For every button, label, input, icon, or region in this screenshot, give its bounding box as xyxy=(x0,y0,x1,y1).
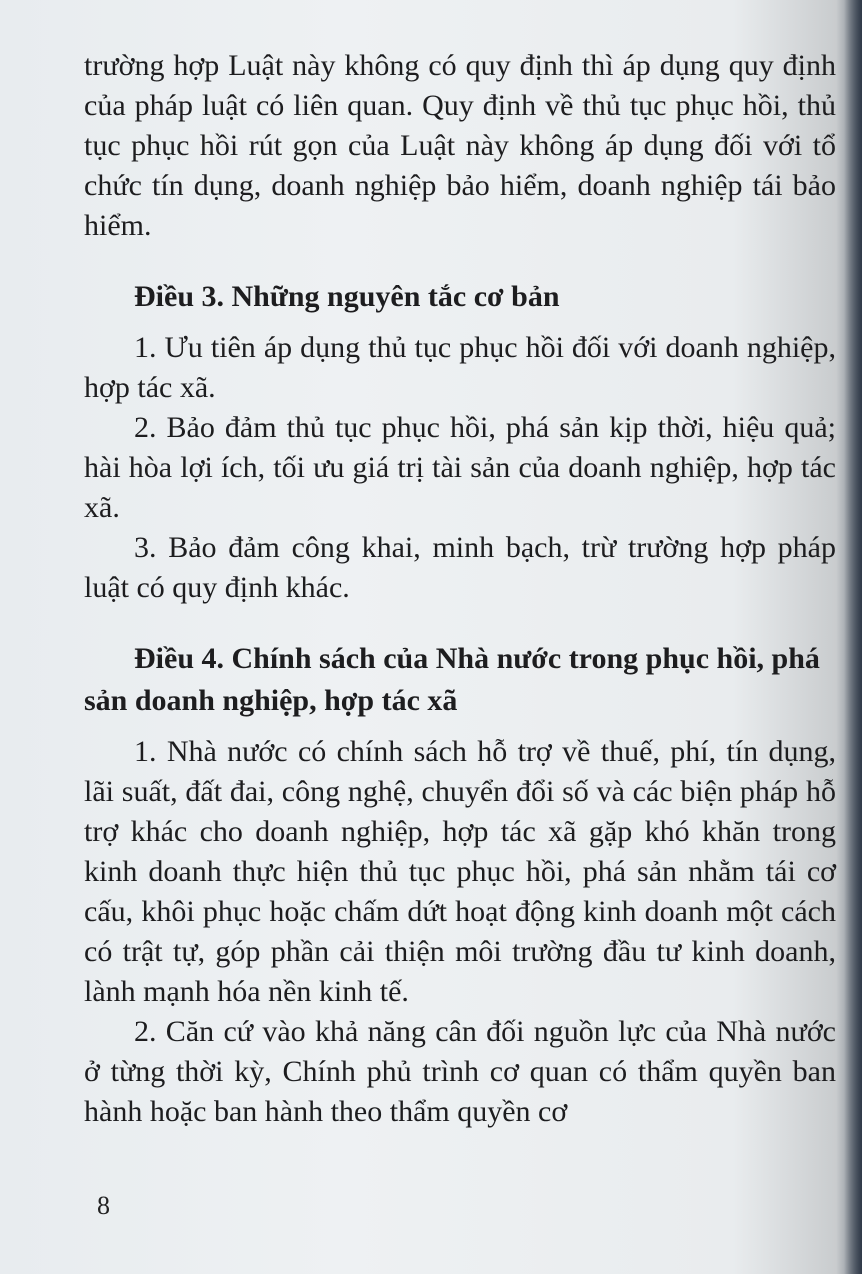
article-4-item-1: 1. Nhà nước có chính sách hỗ trợ về thuế, phí, tín dụng, lãi suất, đất đai, công nghệ, chuyển đổi số và các biện pháp hỗ trợ khác cho doanh nghiệp, hợp tác xã gặp khó khăn trong kinh doanh thực hiện thủ tục phục hồi, phá sản nhằm tái cơ cấu, khôi phục hoặc chấm dứt hoạt động kinh doanh một cách có trật tự, góp phần cải thiện môi trường đầu tư kinh doanh, lành mạnh hóa nền kinh tế. xyxy=(84,735,836,1008)
article-4-heading: Điều 4. Chính sách của Nhà nước trong phục hồi, phá sản doanh nghiệp, hợp tác xã xyxy=(84,642,820,717)
article-3-item-1: 1. Ưu tiên áp dụng thủ tục phục hồi đối với doanh nghiệp, hợp tác xã. xyxy=(84,331,836,404)
article-3-heading: Điều 3. Những nguyên tắc cơ bản xyxy=(134,280,560,313)
page-edge-shadow xyxy=(844,0,862,1274)
article-4-item-2: 2. Căn cứ vào khả năng cân đối nguồn lực của Nhà nước ở từng thời kỳ, Chính phủ trình cơ quan có thẩm quyền ban hành hoặc ban hành theo thẩm quyền cơ xyxy=(84,1015,836,1128)
page-number: 8 xyxy=(97,1191,110,1220)
page-body xyxy=(84,46,836,1132)
article-3-item-2: 2. Bảo đảm thủ tục phục hồi, phá sản kịp thời, hiệu quả; hài hòa lợi ích, tối ưu giá trị tài sản của doanh nghiệp, hợp tác xã. xyxy=(84,411,836,524)
article-3-item-3: 3. Bảo đảm công khai, minh bạch, trừ trường hợp pháp luật có quy định khác. xyxy=(84,531,836,604)
intro-paragraph: trường hợp Luật này không có quy định thì áp dụng quy định của pháp luật có liên quan. Quy định về thủ tục phục hồi, thủ tục phục hồi rút gọn của Luật này không áp dụng đối với tổ chức tín dụng, doanh nghiệp bảo hiểm, doanh nghiệp tái bảo hiểm. xyxy=(84,49,836,242)
